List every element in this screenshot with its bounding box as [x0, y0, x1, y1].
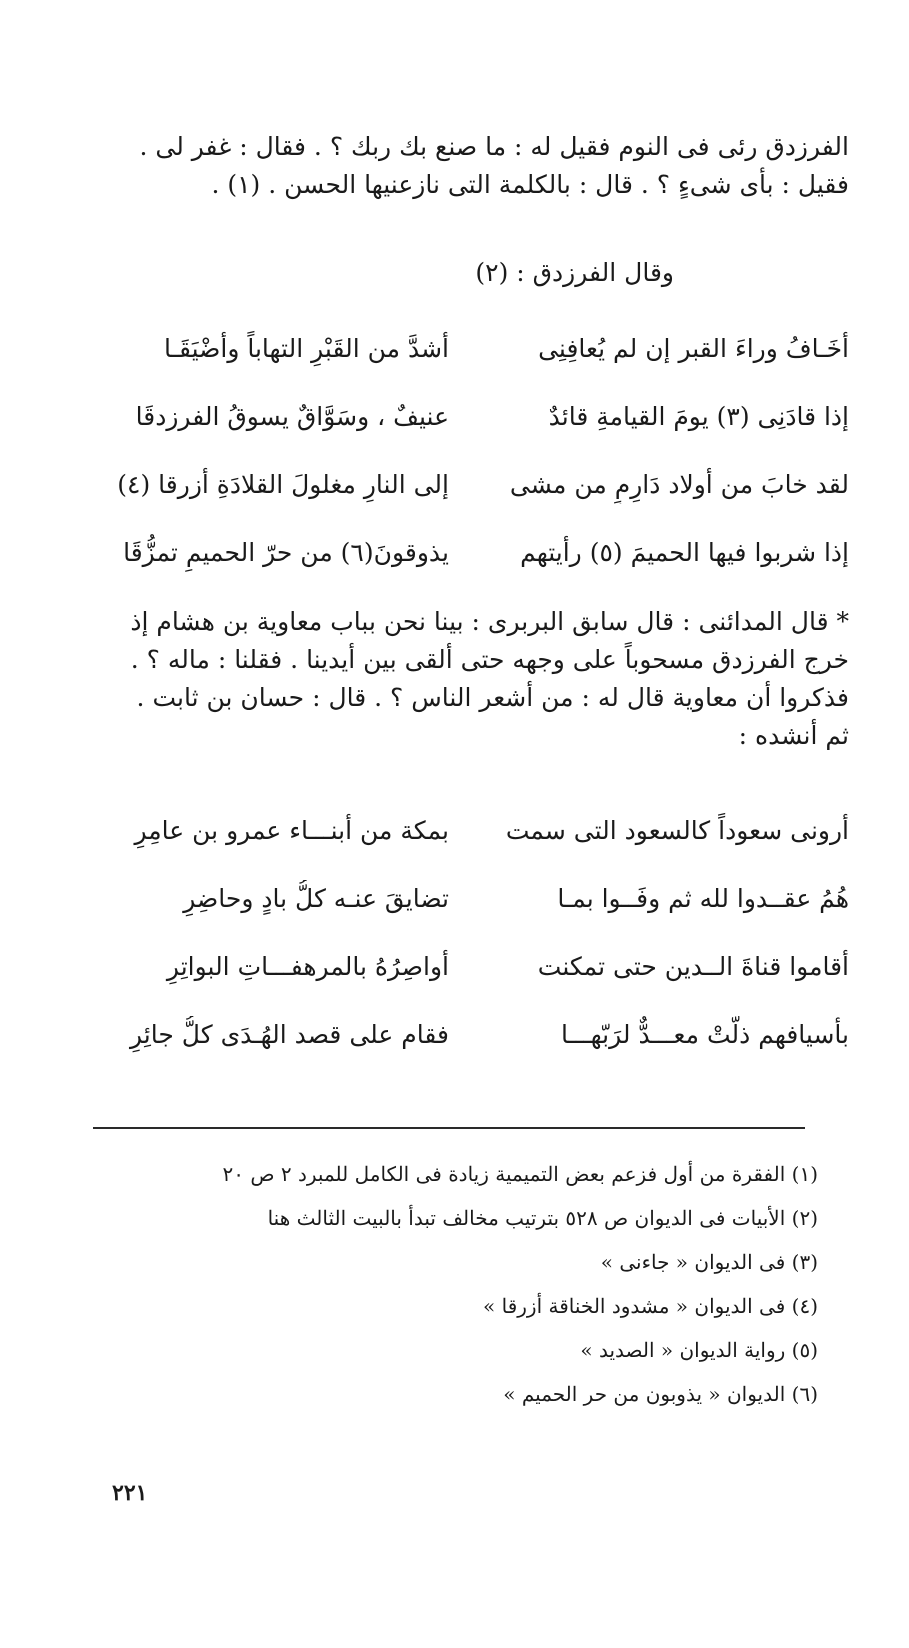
paragraph-line: ثم أنشده : — [738, 721, 849, 750]
madaini-paragraph — [59, 603, 849, 755]
page-number: ٢٢١ — [112, 1480, 148, 1506]
verse-first-hemistich: أخَـافُ وراءَ القبر إن لم يُعافِنِى — [538, 334, 849, 363]
footnote: (٢) الأبيات فى الديوان ص ٥٢٨ بترتيب مخالف تبدأ بالبيت الثالث هنا — [267, 1206, 818, 1230]
verse-line — [59, 330, 849, 398]
verse-line — [59, 398, 849, 466]
verse-line — [59, 812, 849, 880]
verse-first-hemistich: إذا شربوا فيها الحميمَ (٥) رأيتهم — [520, 538, 849, 567]
poem-hassan — [59, 812, 849, 1084]
verse-second-hemistich: أواصِرُهُ بالمرهفـــاتِ البواتِرِ — [166, 952, 449, 981]
opening-paragraph — [59, 128, 849, 204]
footnotes — [178, 1152, 818, 1416]
verse-second-hemistich: بمكة من أبنـــاء عمرو بن عامِرِ — [134, 816, 449, 845]
paragraph-line: فذكروا أن معاوية قال له : من أشعر الناس ؟ . قال : حسان بن ثابت . — [136, 683, 849, 712]
footnote: (٦) الديوان « يذوبون من حر الحميم » — [503, 1382, 818, 1406]
verse-second-hemistich: إلى النارِ مغلولَ القلادَةِ أزرقا (٤) — [117, 470, 449, 499]
verse-first-hemistich: أقاموا قناةَ الــدين حتى تمكنت — [537, 952, 849, 981]
poem-farazdaq — [59, 330, 849, 602]
footnote: (١) الفقرة من أول فزعم بعض التميمية زيادة فى الكامل للمبرد ٢ ص ٢٠ — [222, 1162, 818, 1186]
footnote-divider — [93, 1127, 805, 1129]
paragraph-line: * قال المدائنى : قال سابق البربرى : بينا نحن بباب معاوية بن هشام إذ — [130, 607, 849, 636]
verse-line — [59, 534, 849, 602]
verse-second-hemistich: تضايقَ عنـه كلُّ بادٍ وحاضِرِ — [183, 884, 449, 913]
paragraph-line: الفرزدق رئى فى النوم فقيل له : ما صنع بك ربك ؟ . فقال : غفر لى . — [139, 132, 849, 161]
verse-first-hemistich: إذا قادَنِى (٣) يومَ القيامةِ قائدٌ — [548, 402, 849, 431]
verse-second-hemistich: فقام على قصد الهُـدَى كلُّ جائِرِ — [130, 1020, 449, 1049]
verse-first-hemistich: بأسيافهم ذلَّتْ معـــدٌّ لرَبّهـــا — [561, 1020, 849, 1049]
verse-second-hemistich: يذوقونَ(٦) من حرّ الحميمِ تمزُّقَا — [123, 538, 449, 567]
verse-second-hemistich: أشدَّ من القَبْرِ التهاباً وأضْيَقَـا — [164, 334, 449, 363]
verse-first-hemistich: لقد خابَ من أولاد دَارِمٍ من مشى — [509, 470, 849, 499]
verse-first-hemistich: أرونى سعوداً كالسعود التى سمت — [505, 816, 849, 845]
paragraph-line: فقيل : بأى شىءٍ ؟ . قال : بالكلمة التى نازعنيها الحسن . (١) . — [211, 170, 849, 199]
verse-second-hemistich: عنيفٌ ، وسَوَّاقٌ يسوقُ الفرزدقَا — [135, 402, 449, 431]
verse-first-hemistich: هُمُ عقــدوا لله ثم وفَــوا بمـا — [557, 884, 849, 913]
verse-line — [59, 466, 849, 534]
footnote: (٤) فى الديوان « مشدود الخناقة أزرقا » — [483, 1294, 818, 1318]
verse-line — [59, 880, 849, 948]
footnote: (٥) رواية الديوان « الصديد » — [580, 1338, 818, 1362]
paragraph-line: خرج الفرزدق مسحوباً على وجهه حتى ألقى بين أيدينا . فقلنا : ماله ؟ . — [130, 645, 849, 674]
verse-line — [59, 1016, 849, 1084]
poem-heading: وقال الفرزدق : (٢) — [475, 258, 674, 287]
verse-line — [59, 948, 849, 1016]
footnote: (٣) فى الديوان « جاءنى » — [600, 1250, 818, 1274]
